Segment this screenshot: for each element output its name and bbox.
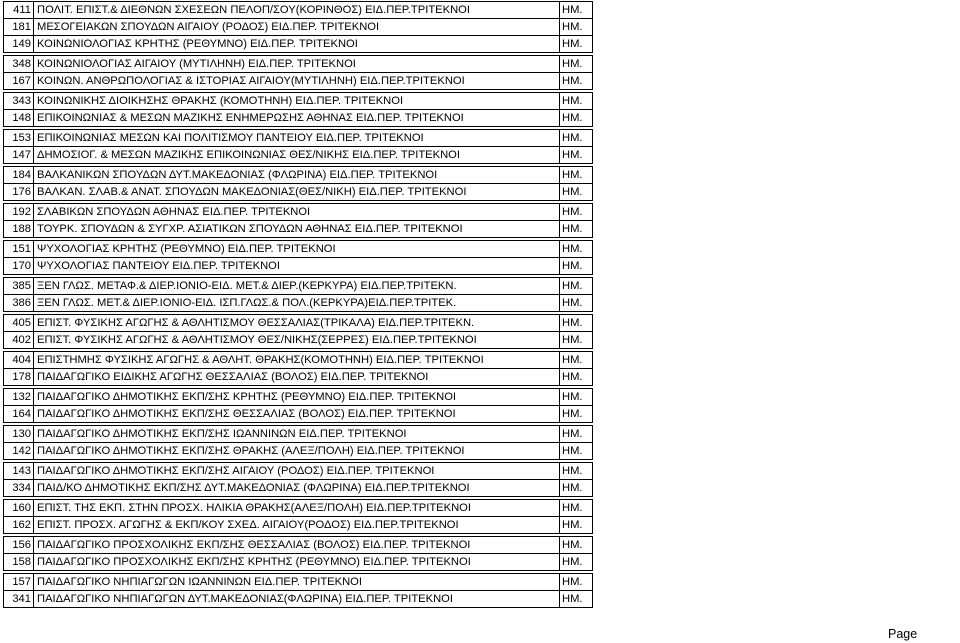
cell-code: 184 — [4, 167, 34, 184]
cell-type: ΗΜ. — [560, 443, 593, 460]
cell-type: ΗΜ. — [560, 315, 593, 332]
cell-code: 160 — [4, 500, 34, 517]
table-row — [4, 406, 593, 423]
cell-code: 130 — [4, 426, 34, 443]
table-row — [4, 2, 593, 19]
cell-type: ΗΜ. — [560, 184, 593, 201]
records-table-body — [4, 2, 593, 608]
table-row — [4, 204, 593, 221]
table-row — [4, 500, 593, 517]
records-table — [3, 1, 593, 608]
table-row — [4, 278, 593, 295]
table-row — [4, 443, 593, 460]
cell-type: ΗΜ. — [560, 295, 593, 312]
cell-code: 181 — [4, 19, 34, 36]
cell-name: ΜΕΣΟΓΕΙΑΚΩΝ ΣΠΟΥΔΩΝ ΑΙΓΑΙΟΥ (ΡΟΔΟΣ) ΕΙΔ.ΠΕΡ. ΤΡΙΤΕΚΝΟΙ — [34, 19, 560, 36]
table-row — [4, 315, 593, 332]
cell-code: 341 — [4, 591, 34, 608]
cell-code: 153 — [4, 130, 34, 147]
cell-name: ΠΑΙΔΑΓΩΓΙΚΟ ΔΗΜΟΤΙΚΗΣ ΕΚΠ/ΣΗΣ ΙΩΑΝΝΙΝΩΝ ΕΙΔ.ΠΕΡ. ΤΡΙΤΕΚΝΟΙ — [34, 426, 560, 443]
cell-type: ΗΜ. — [560, 56, 593, 73]
cell-code: 192 — [4, 204, 34, 221]
table-row — [4, 184, 593, 201]
cell-name: ΕΠΙΣΤΗΜΗΣ ΦΥΣΙΚΗΣ ΑΓΩΓΗΣ & ΑΘΛΗΤ. ΘΡΑΚΗΣ(ΚΟΜΟΤΗΝΗ) ΕΙΔ.ΠΕΡ. ΤΡΙΤΕΚΝΟΙ — [34, 352, 560, 369]
cell-type: ΗΜ. — [560, 406, 593, 423]
cell-type: ΗΜ. — [560, 258, 593, 275]
cell-name: ΠΑΙΔΑΓΩΓΙΚΟ ΔΗΜΟΤΙΚΗΣ ΕΚΠ/ΣΗΣ ΘΡΑΚΗΣ (ΑΛΕΞ/ΠΟΛΗ) ΕΙΔ.ΠΕΡ. ΤΡΙΤΕΚΝΟΙ — [34, 443, 560, 460]
cell-type: ΗΜ. — [560, 110, 593, 127]
page-footer — [888, 627, 917, 641]
table-row — [4, 36, 593, 53]
cell-code: 176 — [4, 184, 34, 201]
cell-code: 188 — [4, 221, 34, 238]
cell-name: ΠΑΙΔ/ΚΟ ΔΗΜΟΤΙΚΗΣ ΕΚΠ/ΣΗΣ ΔΥΤ.ΜΑΚΕΔΟΝΙΑΣ (ΦΛΩΡΙΝΑ) ΕΙΔ.ΠΕΡ.ΤΡΙΤΕΚΝΟΙ — [34, 480, 560, 497]
cell-code: 343 — [4, 93, 34, 110]
cell-type: ΗΜ. — [560, 130, 593, 147]
cell-code: 143 — [4, 463, 34, 480]
cell-type: ΗΜ. — [560, 537, 593, 554]
table-row — [4, 389, 593, 406]
table-row — [4, 332, 593, 349]
cell-type: ΗΜ. — [560, 480, 593, 497]
table-row — [4, 221, 593, 238]
cell-code: 167 — [4, 73, 34, 90]
table-row — [4, 56, 593, 73]
cell-name: ΠΑΙΔΑΓΩΓΙΚΟ ΔΗΜΟΤΙΚΗΣ ΕΚΠ/ΣΗΣ ΚΡΗΤΗΣ (ΡΕΘΥΜΝΟ) ΕΙΔ.ΠΕΡ. ΤΡΙΤΕΚΝΟΙ — [34, 389, 560, 406]
cell-code: 178 — [4, 369, 34, 386]
page-label: Page — [888, 627, 918, 641]
cell-name: ΚΟΙΝΩΝΙΟΛΟΓΙΑΣ ΚΡΗΤΗΣ (ΡΕΘΥΜΝΟ) ΕΙΔ.ΠΕΡ. ΤΡΙΤΕΚΝΟΙ — [34, 36, 560, 53]
cell-name: ΕΠΙΣΤ. ΦΥΣΙΚΗΣ ΑΓΩΓΗΣ & ΑΘΛΗΤΙΣΜΟΥ ΘΕΣ/ΝΙΚΗΣ(ΣΕΡΡΕΣ) ΕΙΔ.ΠΕΡ.ΤΡΙΤΕΚΝΟΙ — [34, 332, 560, 349]
cell-name: ΕΠΙΚΟΙΝΩΝΙΑΣ ΜΕΣΩΝ ΚΑΙ ΠΟΛΙΤΙΣΜΟΥ ΠΑΝΤΕΙΟΥ ΕΙΔ.ΠΕΡ. ΤΡΙΤΕΚΝΟΙ — [34, 130, 560, 147]
cell-name: ΕΠΙΣΤ. ΤΗΣ ΕΚΠ. ΣΤΗΝ ΠΡΟΣΧ. ΗΛΙΚΙΑ ΘΡΑΚΗΣ(ΑΛΕΞ/ΠΟΛΗ) ΕΙΔ.ΠΕΡ.ΤΡΙΤΕΚΝΟΙ — [34, 500, 560, 517]
cell-type: ΗΜ. — [560, 241, 593, 258]
cell-code: 402 — [4, 332, 34, 349]
cell-name: ΔΗΜΟΣΙΟΓ. & ΜΕΣΩΝ ΜΑΖΙΚΗΣ ΕΠΙΚΟΙΝΩΝΙΑΣ ΘΕΣ/ΝΙΚΗΣ ΕΙΔ.ΠΕΡ. ΤΡΙΤΕΚΝΟΙ — [34, 147, 560, 164]
cell-code: 404 — [4, 352, 34, 369]
cell-type: ΗΜ. — [560, 517, 593, 534]
cell-name: ΨΥΧΟΛΟΓΙΑΣ ΠΑΝΤΕΙΟΥ ΕΙΔ.ΠΕΡ. ΤΡΙΤΕΚΝΟΙ — [34, 258, 560, 275]
cell-name: ΞΕΝ ΓΛΩΣ. ΜΕΤ.& ΔΙΕΡ.ΙΟΝΙΟ-ΕΙΔ. ΙΣΠ.ΓΛΩΣ.& ΠΟΛ.(ΚΕΡΚΥΡΑ)ΕΙΔ.ΠΕΡ.ΤΡΙΤΕΚ. — [34, 295, 560, 312]
cell-name: ΒΑΛΚΑΝΙΚΩΝ ΣΠΟΥΔΩΝ ΔΥΤ.ΜΑΚΕΔΟΝΙΑΣ (ΦΛΩΡΙΝΑ) ΕΙΔ.ΠΕΡ. ΤΡΙΤΕΚΝΟΙ — [34, 167, 560, 184]
cell-type: ΗΜ. — [560, 574, 593, 591]
cell-type: ΗΜ. — [560, 19, 593, 36]
table-row — [4, 369, 593, 386]
cell-name: ΨΥΧΟΛΟΓΙΑΣ ΚΡΗΤΗΣ (ΡΕΘΥΜΝΟ) ΕΙΔ.ΠΕΡ. ΤΡΙΤΕΚΝΟΙ — [34, 241, 560, 258]
table-row — [4, 554, 593, 571]
cell-name: ΒΑΛΚΑΝ. ΣΛΑΒ.& ΑΝΑΤ. ΣΠΟΥΔΩΝ ΜΑΚΕΔΟΝΙΑΣ(ΘΕΣ/ΝΙΚΗ) ΕΙΔ.ΠΕΡ. ΤΡΙΤΕΚΝΟΙ — [34, 184, 560, 201]
cell-name: ΕΠΙΣΤ. ΦΥΣΙΚΗΣ ΑΓΩΓΗΣ & ΑΘΛΗΤΙΣΜΟΥ ΘΕΣΣΑΛΙΑΣ(ΤΡΙΚΑΛΑ) ΕΙΔ.ΠΕΡ.ΤΡΙΤΕΚΝ. — [34, 315, 560, 332]
cell-name: ΠΑΙΔΑΓΩΓΙΚΟ ΔΗΜΟΤΙΚΗΣ ΕΚΠ/ΣΗΣ ΘΕΣΣΑΛΙΑΣ (ΒΟΛΟΣ) ΕΙΔ.ΠΕΡ. ΤΡΙΤΕΚΝΟΙ — [34, 406, 560, 423]
cell-type: ΗΜ. — [560, 426, 593, 443]
cell-type: ΗΜ. — [560, 352, 593, 369]
table-row — [4, 167, 593, 184]
cell-code: 132 — [4, 389, 34, 406]
cell-code: 170 — [4, 258, 34, 275]
cell-code: 147 — [4, 147, 34, 164]
cell-code: 334 — [4, 480, 34, 497]
cell-type: ΗΜ. — [560, 147, 593, 164]
cell-name: ΣΛΑΒΙΚΩΝ ΣΠΟΥΔΩΝ ΑΘΗΝΑΣ ΕΙΔ.ΠΕΡ. ΤΡΙΤΕΚΝΟΙ — [34, 204, 560, 221]
cell-code: 148 — [4, 110, 34, 127]
cell-name: ΕΠΙΚΟΙΝΩΝΙΑΣ & ΜΕΣΩΝ ΜΑΖΙΚΗΣ ΕΝΗΜΕΡΩΣΗΣ ΑΘΗΝΑΣ ΕΙΔ.ΠΕΡ. ΤΡΙΤΕΚΝΟΙ — [34, 110, 560, 127]
cell-name: ΠΑΙΔΑΓΩΓΙΚΟ ΝΗΠΙΑΓΩΓΩΝ ΔΥΤ.ΜΑΚΕΔΟΝΙΑΣ(ΦΛΩΡΙΝΑ) ΕΙΔ.ΠΕΡ. ΤΡΙΤΕΚΝΟΙ — [34, 591, 560, 608]
cell-code: 411 — [4, 2, 34, 19]
table-row — [4, 130, 593, 147]
cell-code: 348 — [4, 56, 34, 73]
cell-code: 164 — [4, 406, 34, 423]
cell-name: ΚΟΙΝΩΝ. ΑΝΘΡΩΠΟΛΟΓΙΑΣ & ΙΣΤΟΡΙΑΣ ΑΙΓΑΙΟΥ(ΜΥΤΙΛΗΝΗ) ΕΙΔ.ΠΕΡ.ΤΡΙΤΕΚΝΟΙ — [34, 73, 560, 90]
cell-type: ΗΜ. — [560, 591, 593, 608]
cell-type: ΗΜ. — [560, 554, 593, 571]
cell-code: 156 — [4, 537, 34, 554]
cell-type: ΗΜ. — [560, 500, 593, 517]
table-row — [4, 517, 593, 534]
cell-type: ΗΜ. — [560, 93, 593, 110]
table-row — [4, 19, 593, 36]
cell-name: ΚΟΙΝΩΝΙΟΛΟΓΙΑΣ ΑΙΓΑΙΟΥ (ΜΥΤΙΛΗΝΗ) ΕΙΔ.ΠΕΡ. ΤΡΙΤΕΚΝΟΙ — [34, 56, 560, 73]
cell-code: 385 — [4, 278, 34, 295]
cell-name: ΠΑΙΔΑΓΩΓΙΚΟ ΠΡΟΣΧΟΛΙΚΗΣ ΕΚΠ/ΣΗΣ ΚΡΗΤΗΣ (ΡΕΘΥΜΝΟ) ΕΙΔ.ΠΕΡ. ΤΡΙΤΕΚΝΟΙ — [34, 554, 560, 571]
cell-code: 142 — [4, 443, 34, 460]
cell-name: ΠΑΙΔΑΓΩΓΙΚΟ ΝΗΠΙΑΓΩΓΩΝ ΙΩΑΝΝΙΝΩΝ ΕΙΔ.ΠΕΡ. ΤΡΙΤΕΚΝΟΙ — [34, 574, 560, 591]
cell-type: ΗΜ. — [560, 167, 593, 184]
table-row — [4, 574, 593, 591]
table-row — [4, 426, 593, 443]
cell-name: ΤΟΥΡΚ. ΣΠΟΥΔΩΝ & ΣΥΓΧΡ. ΑΣΙΑΤΙΚΩΝ ΣΠΟΥΔΩΝ ΑΘΗΝΑΣ ΕΙΔ.ΠΕΡ. ΤΡΙΤΕΚΝΟΙ — [34, 221, 560, 238]
table-row — [4, 537, 593, 554]
table-row — [4, 463, 593, 480]
cell-type: ΗΜ. — [560, 369, 593, 386]
cell-code: 151 — [4, 241, 34, 258]
table-row — [4, 93, 593, 110]
cell-name: ΠΟΛΙΤ. ΕΠΙΣΤ.& ΔΙΕΘΝΩΝ ΣΧΕΣΕΩΝ ΠΕΛΟΠ/ΣΟΥ(ΚΟΡΙΝΘΟΣ) ΕΙΔ.ΠΕΡ.ΤΡΙΤΕΚΝΟΙ — [34, 2, 560, 19]
cell-name: ΠΑΙΔΑΓΩΓΙΚΟ ΠΡΟΣΧΟΛΙΚΗΣ ΕΚΠ/ΣΗΣ ΘΕΣΣΑΛΙΑΣ (ΒΟΛΟΣ) ΕΙΔ.ΠΕΡ. ΤΡΙΤΕΚΝΟΙ — [34, 537, 560, 554]
cell-type: ΗΜ. — [560, 278, 593, 295]
table-row — [4, 258, 593, 275]
cell-type: ΗΜ. — [560, 73, 593, 90]
cell-code: 149 — [4, 36, 34, 53]
cell-type: ΗΜ. — [560, 2, 593, 19]
cell-name: ΠΑΙΔΑΓΩΓΙΚΟ ΕΙΔΙΚΗΣ ΑΓΩΓΗΣ ΘΕΣΣΑΛΙΑΣ (ΒΟΛΟΣ) ΕΙΔ.ΠΕΡ. ΤΡΙΤΕΚΝΟΙ — [34, 369, 560, 386]
table-row — [4, 110, 593, 127]
cell-type: ΗΜ. — [560, 36, 593, 53]
cell-type: ΗΜ. — [560, 221, 593, 238]
cell-name: ΕΠΙΣΤ. ΠΡΟΣΧ. ΑΓΩΓΗΣ & ΕΚΠ/ΚΟΥ ΣΧΕΔ. ΑΙΓΑΙΟΥ(ΡΟΔΟΣ) ΕΙΔ.ΠΕΡ.ΤΡΙΤΕΚΝΟΙ — [34, 517, 560, 534]
cell-code: 386 — [4, 295, 34, 312]
cell-name: ΠΑΙΔΑΓΩΓΙΚΟ ΔΗΜΟΤΙΚΗΣ ΕΚΠ/ΣΗΣ ΑΙΓΑΙΟΥ (ΡΟΔΟΣ) ΕΙΔ.ΠΕΡ. ΤΡΙΤΕΚΝΟΙ — [34, 463, 560, 480]
table-row — [4, 241, 593, 258]
cell-type: ΗΜ. — [560, 389, 593, 406]
cell-code: 157 — [4, 574, 34, 591]
table-row — [4, 352, 593, 369]
table-row — [4, 480, 593, 497]
cell-type: ΗΜ. — [560, 463, 593, 480]
cell-type: ΗΜ. — [560, 332, 593, 349]
table-row — [4, 591, 593, 608]
cell-code: 162 — [4, 517, 34, 534]
cell-code: 405 — [4, 315, 34, 332]
table-row — [4, 147, 593, 164]
cell-name: ΞΕΝ ΓΛΩΣ. ΜΕΤΑΦ.& ΔΙΕΡ.ΙΟΝΙΟ-ΕΙΔ. ΜΕΤ.& ΔΙΕΡ.(ΚΕΡΚΥΡΑ) ΕΙΔ.ΠΕΡ.ΤΡΙΤΕΚΝ. — [34, 278, 560, 295]
cell-name: ΚΟΙΝΩΝΙΚΗΣ ΔΙΟΙΚΗΣΗΣ ΘΡΑΚΗΣ (ΚΟΜΟΤΗΝΗ) ΕΙΔ.ΠΕΡ. ΤΡΙΤΕΚΝΟΙ — [34, 93, 560, 110]
cell-type: ΗΜ. — [560, 204, 593, 221]
table-row — [4, 73, 593, 90]
table-row — [4, 295, 593, 312]
cell-code: 158 — [4, 554, 34, 571]
